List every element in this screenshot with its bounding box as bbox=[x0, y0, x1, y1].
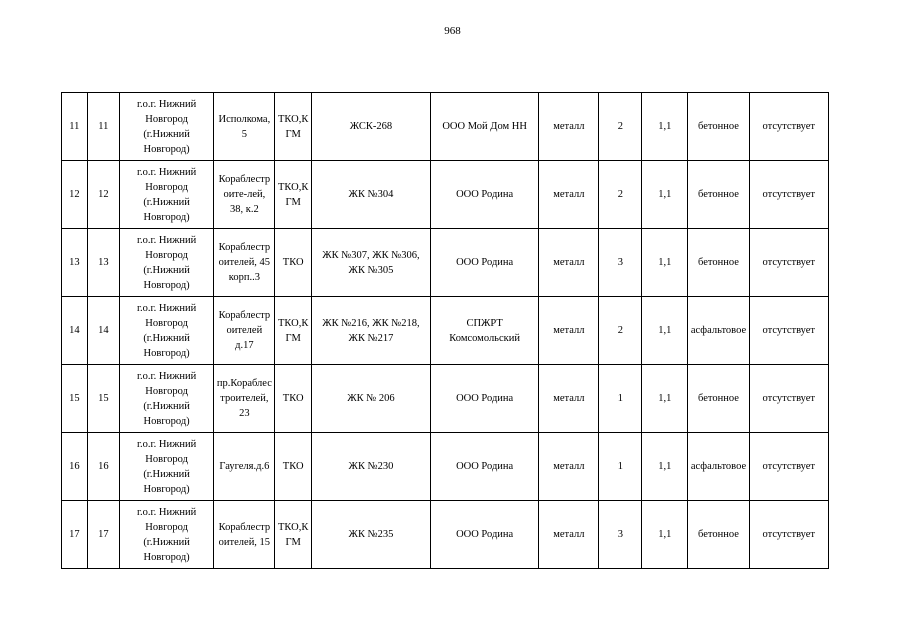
row-number: 14 bbox=[62, 297, 88, 365]
waste-source: ЖСК-268 bbox=[311, 93, 430, 161]
container-count: 1 bbox=[599, 365, 642, 433]
waste-type: ТКО bbox=[275, 433, 311, 501]
row-number: 16 bbox=[62, 433, 88, 501]
container-count: 2 bbox=[599, 93, 642, 161]
registry-number: 15 bbox=[87, 365, 119, 433]
waste-type: ТКО,КГМ bbox=[275, 297, 311, 365]
surface-type: асфальтовое bbox=[688, 433, 749, 501]
container-count: 2 bbox=[599, 297, 642, 365]
container-volume: 1,1 bbox=[642, 93, 688, 161]
registry-number: 13 bbox=[87, 229, 119, 297]
container-material: металл bbox=[539, 297, 599, 365]
row-number: 17 bbox=[62, 501, 88, 569]
municipality: г.о.г. Нижний Новгород (г.Нижний Новгород) bbox=[119, 161, 213, 229]
waste-type: ТКО,КГМ bbox=[275, 93, 311, 161]
surface-type: бетонное bbox=[688, 501, 749, 569]
registry-number: 16 bbox=[87, 433, 119, 501]
surface-type: бетонное bbox=[688, 365, 749, 433]
waste-source: ЖК №230 bbox=[311, 433, 430, 501]
table-row bbox=[62, 161, 829, 229]
surface-type: бетонное bbox=[688, 161, 749, 229]
table-row bbox=[62, 365, 829, 433]
registry-number: 17 bbox=[87, 501, 119, 569]
address: Кораблестроителей, 15 bbox=[214, 501, 275, 569]
registry-number: 14 bbox=[87, 297, 119, 365]
waste-type: ТКО,КГМ bbox=[275, 501, 311, 569]
organization: ООО Родина bbox=[430, 365, 538, 433]
organization: ООО Родина bbox=[430, 501, 538, 569]
container-volume: 1,1 bbox=[642, 161, 688, 229]
organization: СПЖРТ Комсомольский bbox=[430, 297, 538, 365]
waste-source: ЖК № 206 bbox=[311, 365, 430, 433]
container-material: металл bbox=[539, 93, 599, 161]
fence: отсутствует bbox=[749, 93, 828, 161]
fence: отсутствует bbox=[749, 161, 828, 229]
table-row bbox=[62, 501, 829, 569]
container-volume: 1,1 bbox=[642, 297, 688, 365]
container-material: металл bbox=[539, 365, 599, 433]
organization: ООО Родина bbox=[430, 229, 538, 297]
address: Исполкома, 5 bbox=[214, 93, 275, 161]
municipality: г.о.г. Нижний Новгород (г.Нижний Новгород) bbox=[119, 501, 213, 569]
waste-sites-table bbox=[61, 92, 829, 569]
container-count: 3 bbox=[599, 501, 642, 569]
municipality: г.о.г. Нижний Новгород (г.Нижний Новгород) bbox=[119, 229, 213, 297]
address: Гаугеля.д.6 bbox=[214, 433, 275, 501]
page-number: 968 bbox=[444, 25, 461, 37]
fence: отсутствует bbox=[749, 229, 828, 297]
container-volume: 1,1 bbox=[642, 501, 688, 569]
waste-source: ЖК №216, ЖК №218, ЖК №217 bbox=[311, 297, 430, 365]
waste-type: ТКО,КГМ bbox=[275, 161, 311, 229]
organization: ООО Мой Дом НН bbox=[430, 93, 538, 161]
container-count: 3 bbox=[599, 229, 642, 297]
container-count: 1 bbox=[599, 433, 642, 501]
organization: ООО Родина bbox=[430, 161, 538, 229]
fence: отсутствует bbox=[749, 501, 828, 569]
container-volume: 1,1 bbox=[642, 433, 688, 501]
address: Кораблестроите-лей, 38, к.2 bbox=[214, 161, 275, 229]
municipality: г.о.г. Нижний Новгород (г.Нижний Новгород) bbox=[119, 297, 213, 365]
container-volume: 1,1 bbox=[642, 365, 688, 433]
table-row bbox=[62, 229, 829, 297]
row-number: 13 bbox=[62, 229, 88, 297]
container-volume: 1,1 bbox=[642, 229, 688, 297]
address: Кораблестроителей д.17 bbox=[214, 297, 275, 365]
waste-source: ЖК №307, ЖК №306, ЖК №305 bbox=[311, 229, 430, 297]
container-material: металл bbox=[539, 161, 599, 229]
registry-number: 12 bbox=[87, 161, 119, 229]
container-count: 2 bbox=[599, 161, 642, 229]
container-material: металл bbox=[539, 229, 599, 297]
waste-source: ЖК №304 bbox=[311, 161, 430, 229]
fence: отсутствует bbox=[749, 297, 828, 365]
table-row bbox=[62, 297, 829, 365]
address: пр.Кораблестроителей, 23 bbox=[214, 365, 275, 433]
municipality: г.о.г. Нижний Новгород (г.Нижний Новгород) bbox=[119, 365, 213, 433]
table-row bbox=[62, 433, 829, 501]
table-row bbox=[62, 93, 829, 161]
fence: отсутствует bbox=[749, 365, 828, 433]
row-number: 15 bbox=[62, 365, 88, 433]
container-material: металл bbox=[539, 433, 599, 501]
fence: отсутствует bbox=[749, 433, 828, 501]
waste-source: ЖК №235 bbox=[311, 501, 430, 569]
surface-type: бетонное bbox=[688, 229, 749, 297]
registry-number: 11 bbox=[87, 93, 119, 161]
organization: ООО Родина bbox=[430, 433, 538, 501]
surface-type: бетонное bbox=[688, 93, 749, 161]
waste-type: ТКО bbox=[275, 365, 311, 433]
row-number: 12 bbox=[62, 161, 88, 229]
municipality: г.о.г. Нижний Новгород (г.Нижний Новгород) bbox=[119, 433, 213, 501]
address: Кораблестроителей, 45 корп..3 bbox=[214, 229, 275, 297]
surface-type: асфальтовое bbox=[688, 297, 749, 365]
row-number: 11 bbox=[62, 93, 88, 161]
waste-type: ТКО bbox=[275, 229, 311, 297]
municipality: г.о.г. Нижний Новгород (г.Нижний Новгород) bbox=[119, 93, 213, 161]
container-material: металл bbox=[539, 501, 599, 569]
